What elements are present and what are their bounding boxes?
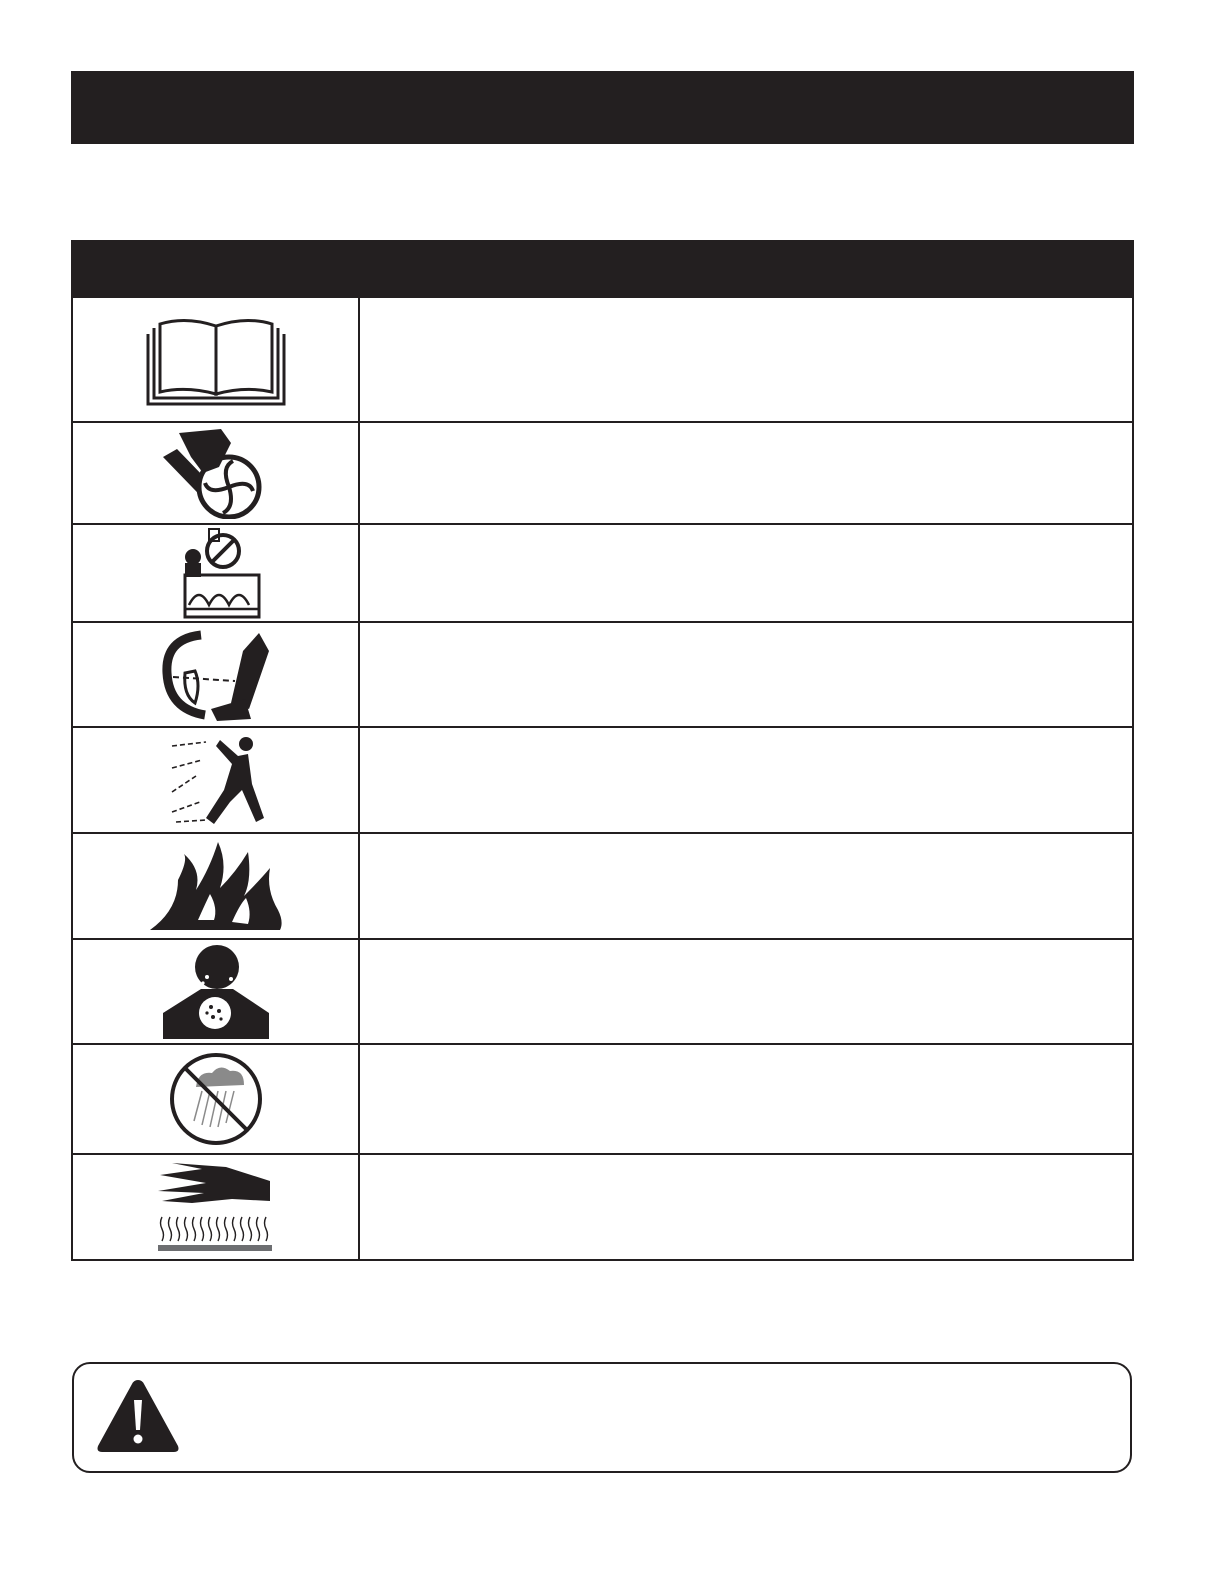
symbol-description: [359, 422, 1133, 524]
symbol-description: [359, 939, 1133, 1044]
symbol-cell: [72, 297, 359, 422]
symbol-cell: [72, 727, 359, 833]
symbol-cell: [72, 524, 359, 622]
table-header-row: [72, 241, 1133, 297]
symbol-cell: [72, 1044, 359, 1154]
symbol-description: [359, 833, 1133, 939]
toxic-fumes-icon: [161, 943, 271, 1041]
thrown-objects-icon: [166, 732, 266, 828]
symbol-description: [359, 622, 1133, 727]
symbol-cell: [72, 422, 359, 524]
symbol-description: [359, 1044, 1133, 1154]
table-row: [72, 939, 1133, 1044]
read-manual-icon: [146, 314, 286, 406]
table-header: [72, 241, 1133, 297]
auger-entanglement-icon: [171, 527, 261, 619]
symbol-table: [71, 240, 1134, 1261]
table-row: [72, 833, 1133, 939]
table-row: [72, 524, 1133, 622]
fire-hazard-icon: [148, 840, 284, 932]
symbol-description: [359, 727, 1133, 833]
no-rain-icon: [168, 1051, 264, 1147]
table-row: [72, 1154, 1133, 1260]
symbol-cell: [72, 833, 359, 939]
hand-foot-cutting-icon: [161, 629, 271, 721]
table-row: [72, 1044, 1133, 1154]
warning-box: [72, 1362, 1132, 1473]
symbol-cell: [72, 1154, 359, 1260]
section-title-bar: [71, 71, 1134, 144]
symbol-cell: [72, 939, 359, 1044]
table-row: [72, 297, 1133, 422]
hot-surface-icon: [156, 1161, 276, 1253]
hand-in-impeller-icon: [161, 427, 271, 519]
table-row: [72, 622, 1133, 727]
symbol-description: [359, 297, 1133, 422]
table-row: [72, 727, 1133, 833]
warning-triangle-icon: [96, 1378, 180, 1454]
symbol-cell: [72, 622, 359, 727]
table-row: [72, 422, 1133, 524]
symbol-description: [359, 524, 1133, 622]
symbol-description: [359, 1154, 1133, 1260]
